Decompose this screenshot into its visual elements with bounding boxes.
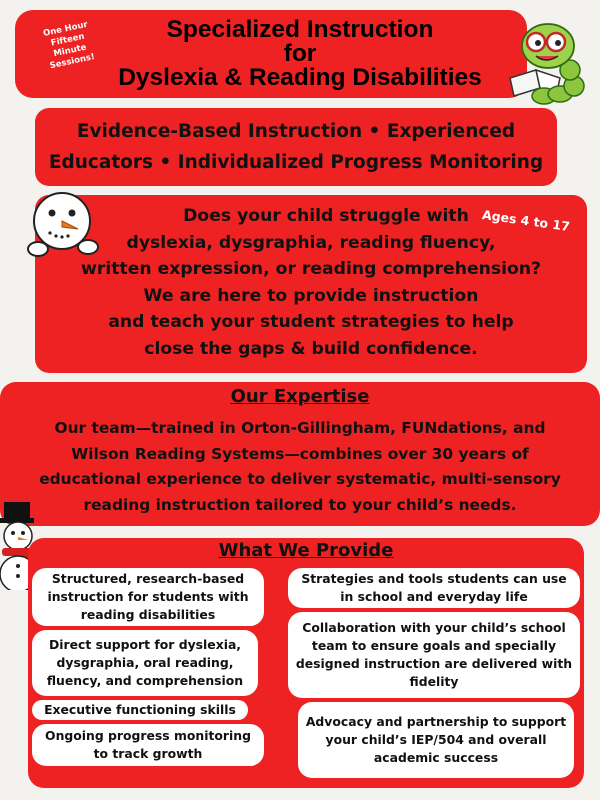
- title-line-2: for: [283, 40, 317, 67]
- snowman-head-illustration: [18, 183, 118, 259]
- expertise-text: [10, 416, 590, 518]
- page-title: [90, 18, 510, 90]
- features-banner: [35, 108, 557, 186]
- provide-item-card: Collaboration with your child’s school team to ensure goals and specially designed instruction are delivered with fidelity: [288, 612, 580, 698]
- features-text: [35, 116, 557, 178]
- provide-heading: What We Provide: [218, 540, 394, 561]
- expertise-section: [0, 382, 600, 526]
- title-line-3: Dyslexia & Reading Disabilities: [118, 64, 482, 91]
- provide-item-card: Strategies and tools students can use in school and everyday life: [288, 568, 580, 608]
- features-line-1: Evidence-Based Instruction • Experienced: [76, 121, 516, 142]
- struggle-line: We are here to provide instruction: [143, 285, 479, 306]
- expertise-line: educational experience to deliver systematic, multi-sensory: [39, 470, 561, 488]
- provide-item-card: Ongoing progress monitoring to track growth: [32, 724, 264, 766]
- title-line-1: Specialized Instruction: [166, 16, 434, 43]
- provide-item-card: Direct support for dyslexia, dysgraphia, oral reading, fluency, and comprehension: [32, 630, 258, 696]
- title-banner: [15, 10, 527, 98]
- provide-item-card: Executive functioning skills: [32, 700, 248, 720]
- expertise-heading: Our Expertise: [230, 386, 370, 407]
- expertise-line: reading instruction tailored to your child’s needs.: [83, 495, 517, 514]
- expertise-line: Our team—trained in Orton-Gillingham, FUNdations, and: [54, 419, 546, 437]
- expertise-line: Wilson Reading Systems—combines over 30 years of: [71, 444, 529, 463]
- sessions-note: One Hour Fifteen Minute Sessions!: [42, 19, 96, 72]
- provide-item-card: Advocacy and partnership to support your child’s IEP/504 and overall academic success: [298, 702, 574, 778]
- bookworm-illustration: [496, 12, 588, 108]
- struggle-line: close the gaps & build confidence.: [144, 338, 478, 359]
- struggle-line: and teach your student strategies to help: [108, 312, 514, 332]
- struggle-line: Does your child struggle with: [183, 206, 469, 226]
- struggle-line: written expression, or reading comprehension?: [81, 259, 541, 279]
- provide-section: [28, 538, 584, 788]
- provide-item-card: Structured, research-based instruction for students with reading disabilities: [32, 568, 264, 626]
- features-line-2: Educators • Individualized Progress Monitoring: [48, 152, 544, 173]
- struggle-line: dyslexia, dysgraphia, reading fluency,: [126, 232, 496, 253]
- ages-badge: Ages 4 to 17: [481, 206, 571, 235]
